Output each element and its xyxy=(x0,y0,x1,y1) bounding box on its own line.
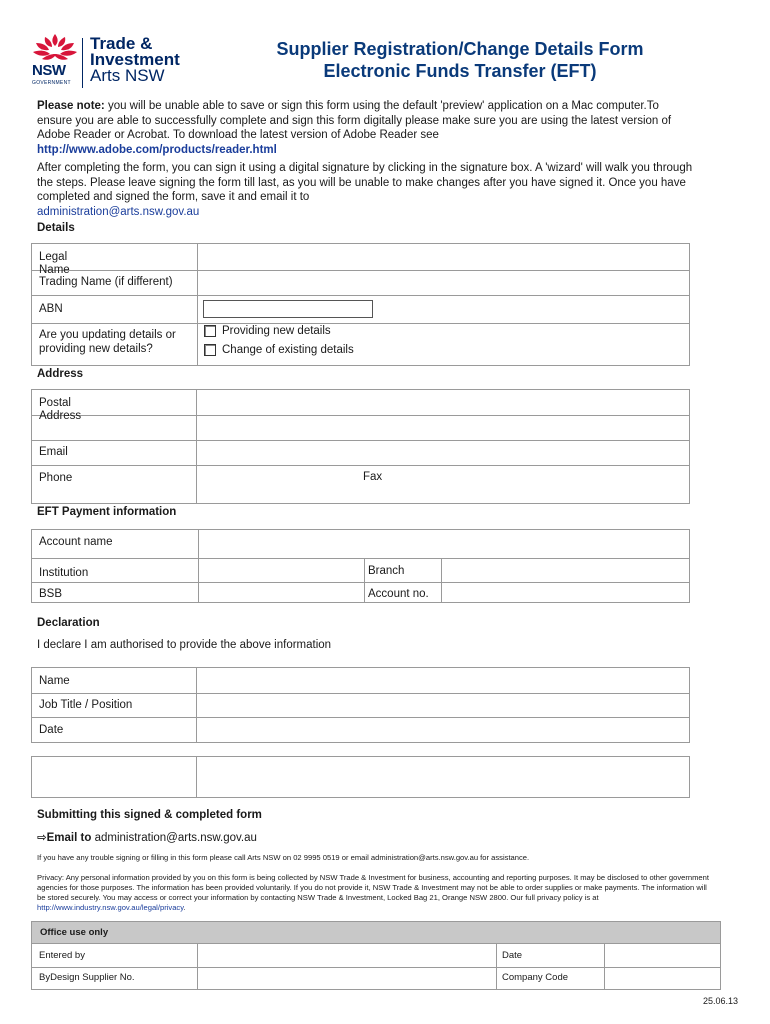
office-date-label: Date xyxy=(502,950,523,961)
form-version-date: 25.06.13 xyxy=(702,996,738,1006)
bsb-field[interactable] xyxy=(199,583,364,602)
job-title-label: Job Title / Position xyxy=(39,699,133,711)
logo-brand-line2: Investment xyxy=(90,50,180,69)
please-note-label: Please note: xyxy=(37,100,105,112)
providing-new-details-label: Providing new details xyxy=(222,325,331,337)
trading-name-label: Trading Name (if different) xyxy=(39,276,173,288)
account-name-field[interactable] xyxy=(199,530,689,558)
abn-input[interactable] xyxy=(203,300,373,318)
privacy-text: Privacy: Any personal information provided by you on this form is being collected by NSW Trade & Investment for business, accounting and reporting purposes. It may be disclosed to other government agencies for those purposes. The information has been provided voluntarily. If you do not provide it, NSW Trade & Investment may not be able to order supplies or make payments. The information will be stored securely. You may access or correct your information by contacting NSW Trade & Investment, Locked Bag 21, Orange NSW 2800. Our full privacy policy is at xyxy=(37,873,709,902)
privacy-end: . xyxy=(183,903,186,912)
logo-government-text: GOVERNMENT xyxy=(32,80,71,86)
submit-email-address[interactable]: administration@arts.nsw.gov.au xyxy=(94,832,257,844)
eft-payment-heading: EFT Payment information xyxy=(37,506,177,518)
legal-name-field[interactable] xyxy=(198,244,689,270)
providing-new-details-checkbox[interactable] xyxy=(204,325,216,337)
postal-address-field[interactable] xyxy=(197,390,689,440)
nsw-trade-investment-logo xyxy=(30,32,190,92)
declaration-date-field[interactable] xyxy=(197,718,689,742)
phone-field[interactable] xyxy=(197,466,357,503)
arrow-right-icon: ⇨ xyxy=(37,832,47,844)
office-use-heading: Office use only xyxy=(40,927,109,938)
email-to-line xyxy=(37,831,257,845)
fax-field[interactable] xyxy=(395,466,689,503)
submitting-heading: Submitting this signed & completed form xyxy=(37,809,262,821)
email-field[interactable] xyxy=(197,441,689,465)
please-note-text: you will be unable able to save or sign this form using the default 'preview' application on a Mac computer.To ensure you are able to successfully complete and sign this form digitally please make sure you are using the latest version of Adobe Reader or Acrobat. To download the latest version of Adobe Reader see xyxy=(37,100,672,142)
phone-label: Phone xyxy=(39,472,73,484)
declarant-name-label: Name xyxy=(39,675,70,687)
job-title-field[interactable] xyxy=(197,694,689,717)
company-code-label: Company Code xyxy=(502,972,569,983)
digital-signature-field[interactable] xyxy=(197,757,689,797)
change-existing-details-checkbox[interactable] xyxy=(204,344,216,356)
signing-instructions-text: After completing the form, you can sign it using a digital signature by clicking in the signature box. A 'wizard' will walk you through the steps. Please leave signing the form till last, as you will be unable to make changes after you have signed it. Once you have completed and signed the form, save it and email it to xyxy=(37,162,693,204)
legal-name-label: Legal Name xyxy=(39,251,70,276)
logo-divider xyxy=(82,38,83,88)
address-heading: Address xyxy=(37,368,84,380)
details-heading: Details xyxy=(37,222,75,234)
declaration-statement: I declare I am authorised to provide the above information xyxy=(37,639,332,651)
account-no-field[interactable] xyxy=(442,583,689,602)
bsb-label: BSB xyxy=(39,588,63,600)
fax-label: Fax xyxy=(363,471,383,483)
form-title-line1: Supplier Registration/Change Details Form xyxy=(276,39,644,59)
privacy-policy-link[interactable]: http://www.industry.nsw.gov.au/legal/privacy xyxy=(37,903,184,912)
waratah-flower-icon xyxy=(30,32,80,64)
entered-by-field[interactable] xyxy=(198,945,496,967)
postal-address-label: Postal Address xyxy=(39,397,82,422)
bydesign-supplier-field[interactable] xyxy=(198,968,496,989)
office-use-header xyxy=(31,921,721,944)
institution-label: Institution xyxy=(39,567,89,579)
entered-by-label: Entered by xyxy=(39,950,85,961)
form-title-line2: Electronic Funds Transfer (EFT) xyxy=(323,61,597,81)
logo-brand-line1: Trade & xyxy=(90,34,153,53)
form-title xyxy=(210,38,710,82)
adobe-reader-link[interactable]: http://www.adobe.com/products/reader.html xyxy=(37,143,277,156)
branch-label: Branch xyxy=(368,565,405,577)
admin-email-link[interactable]: administration@arts.nsw.gov.au xyxy=(37,205,200,218)
logo-brand-line3: Arts NSW xyxy=(90,66,165,85)
company-code-field[interactable] xyxy=(605,968,720,989)
please-note-paragraph xyxy=(37,99,697,157)
office-date-field[interactable] xyxy=(605,945,720,967)
declaration-heading: Declaration xyxy=(37,617,100,629)
bydesign-supplier-label: ByDesign Supplier No. xyxy=(39,972,135,983)
logo-brand xyxy=(90,36,180,84)
email-label: Email xyxy=(39,446,68,458)
update-type-question: Are you updating details or providing new details? xyxy=(39,329,176,355)
signing-instructions-paragraph xyxy=(37,161,697,219)
trading-name-field[interactable] xyxy=(198,271,689,295)
logo-nsw-text: NSW xyxy=(32,62,66,79)
abn-label: ABN xyxy=(39,303,63,315)
change-existing-details-label: Change of existing details xyxy=(222,344,354,356)
account-no-label: Account no. xyxy=(368,588,429,600)
email-to-label: Email to xyxy=(46,832,92,844)
branch-field[interactable] xyxy=(442,559,689,582)
institution-field[interactable] xyxy=(199,559,364,582)
declarant-name-field[interactable] xyxy=(197,668,689,693)
privacy-statement xyxy=(37,873,717,913)
account-name-label: Account name xyxy=(39,536,113,548)
declaration-date-label: Date xyxy=(39,724,64,736)
trouble-note: If you have any trouble signing or filling in this form please call Arts NSW on 02 9995 0519 or email administration@arts.nsw.gov.au for assistance. xyxy=(37,853,530,862)
